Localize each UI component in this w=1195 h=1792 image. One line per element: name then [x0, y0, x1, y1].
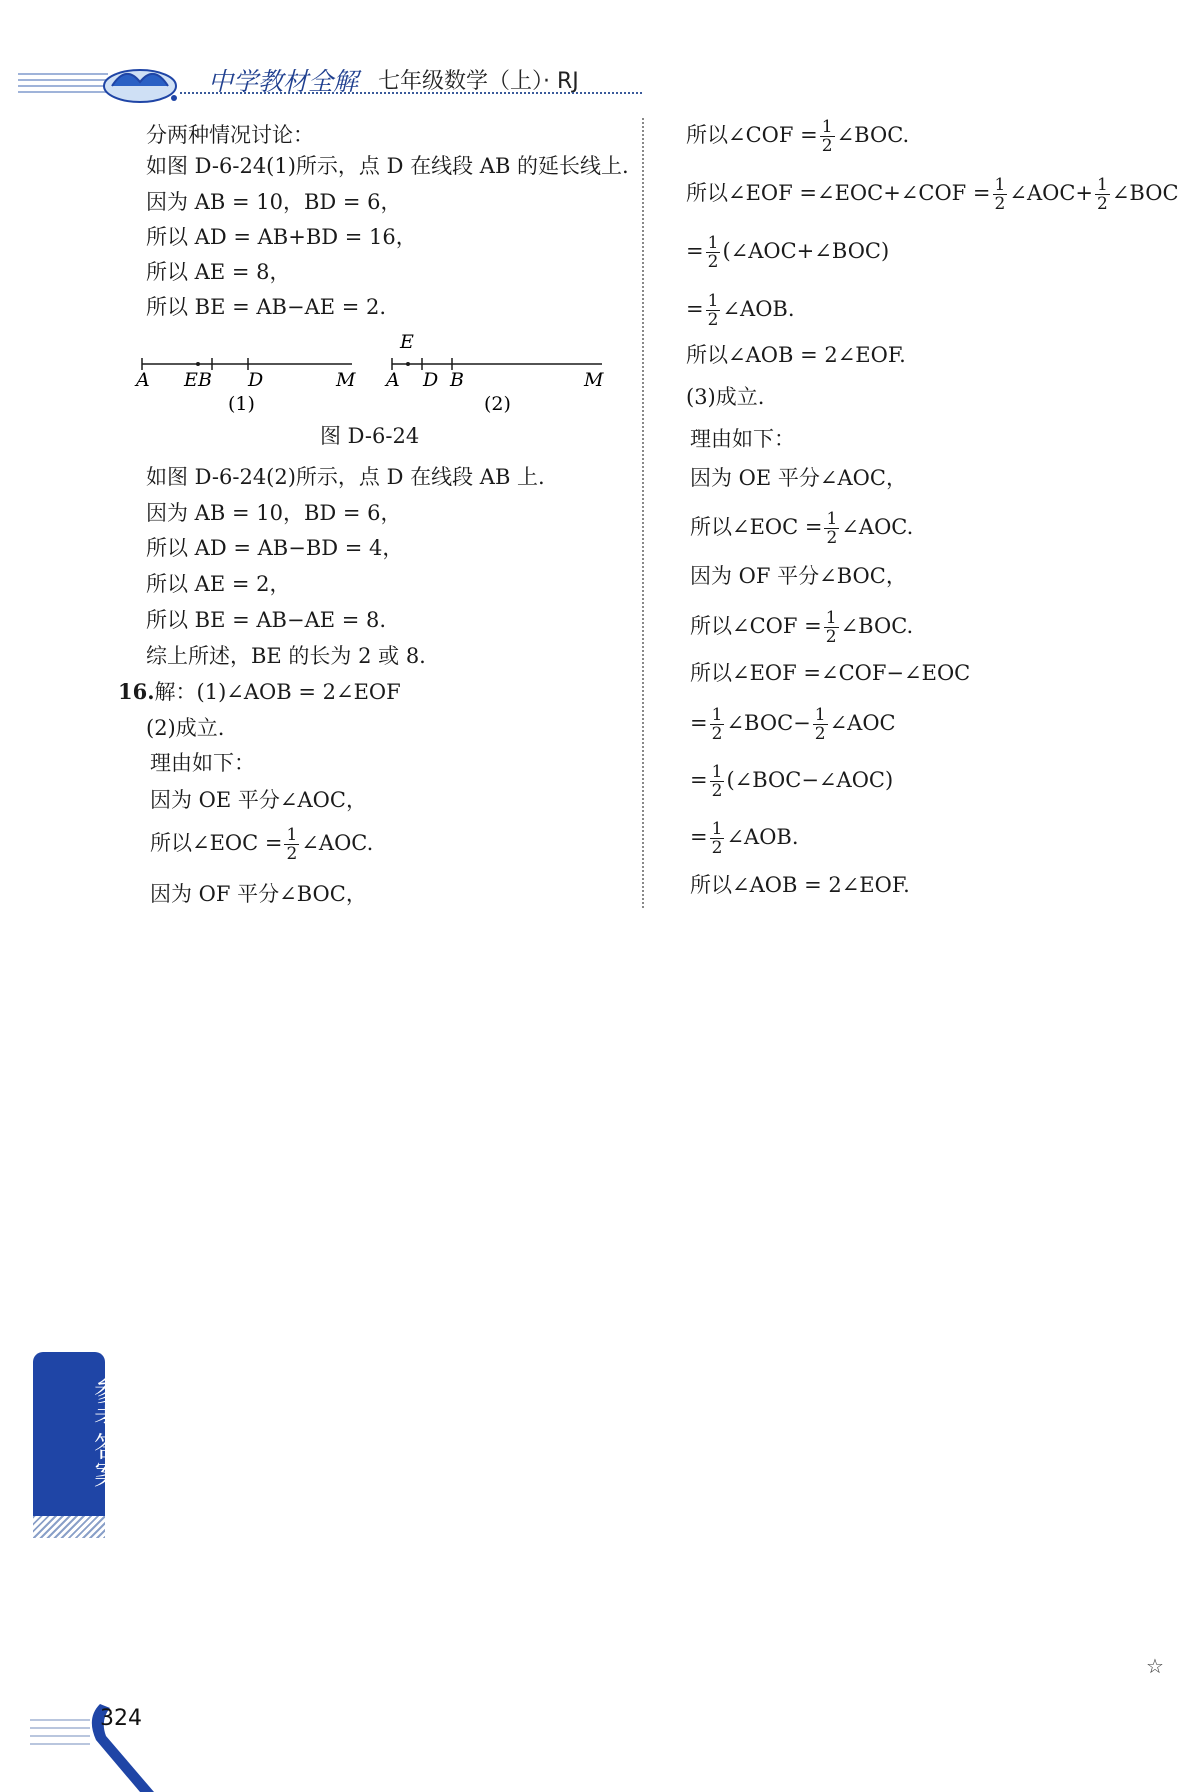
text-line: (2)成立. [146, 716, 225, 740]
question-answer: 解：(1)∠AOB = 2∠EOF [154, 680, 401, 704]
fraction-half [1095, 176, 1110, 213]
math-text: ∠BOC− [726, 711, 811, 735]
fraction-half [706, 234, 721, 271]
fraction-denominator: 2 [707, 252, 719, 272]
fraction-numerator: 1 [711, 762, 723, 782]
text-line: 所以 BE = AB−AE = 2. [146, 295, 387, 319]
page-header [0, 48, 640, 108]
text-line: 因为 AB = 10，BD = 6， [146, 190, 402, 214]
math-text: 所以∠COF = [686, 123, 818, 147]
fraction-half [710, 820, 725, 857]
math-line [690, 510, 913, 547]
label-a-2: A [386, 369, 400, 391]
fraction-denominator: 2 [826, 528, 838, 548]
fraction-numerator: 1 [286, 825, 298, 845]
math-line [690, 706, 896, 743]
text-line: 如图 D-6-24(1)所示，点 D 在线段 AB 的延长线上. [146, 154, 629, 178]
fraction-numerator: 1 [711, 819, 723, 839]
math-line [686, 176, 1179, 213]
side-tab-label: 参考答案 [90, 1376, 123, 1488]
math-text: 所以∠COF = [690, 614, 822, 638]
point-e-dot-2 [406, 362, 410, 366]
math-line [686, 292, 795, 329]
math-text: ∠BOC. [840, 614, 914, 638]
fraction-denominator: 2 [286, 844, 298, 864]
fraction-half [824, 510, 839, 547]
text-line: 因为 AB = 10，BD = 6， [146, 501, 402, 525]
label-b-2: B [450, 369, 464, 391]
fraction-half [813, 706, 828, 743]
math-line [686, 118, 909, 155]
math-text: (∠BOC−∠AOC) [726, 768, 894, 792]
text-line: (3)成立. [686, 385, 765, 409]
header-rule [180, 92, 642, 94]
math-text: 所以∠EOF =∠EOC+∠COF = [686, 181, 991, 205]
math-text: ∠AOB. [722, 297, 795, 321]
sub-caption-1: (1) [228, 393, 255, 414]
fraction-denominator: 2 [711, 838, 723, 858]
text-line: 分两种情况讨论： [146, 123, 314, 147]
point-e-dot-1 [196, 362, 200, 366]
figure-d-6-24 [128, 334, 608, 414]
label-e-2: E [400, 334, 414, 353]
fraction-numerator: 1 [814, 705, 826, 725]
fraction-numerator: 1 [707, 291, 719, 311]
math-line [686, 234, 889, 271]
side-tab-hatch [33, 1516, 105, 1538]
math-line [690, 820, 799, 857]
fraction-half [284, 826, 299, 863]
text-line: 理由如下： [690, 427, 795, 451]
book-title: 中学教材全解 [208, 67, 359, 96]
text-line: 因为 OF 平分∠BOC， [150, 882, 367, 906]
fraction-denominator: 2 [821, 136, 833, 156]
math-text: (∠AOC+∠BOC) [722, 239, 890, 263]
text-line: 理由如下： [150, 751, 255, 775]
fraction-half [710, 706, 725, 743]
math-text: ∠AOC [829, 711, 896, 735]
star-icon: ☆ [1146, 1654, 1164, 1678]
math-text: = [690, 711, 708, 735]
text-line: 所以∠AOB = 2∠EOF. [690, 873, 910, 897]
side-tab [33, 1352, 123, 1532]
math-text: ∠BOC [1111, 181, 1179, 205]
math-text: = [690, 825, 708, 849]
fraction-numerator: 1 [1097, 175, 1108, 195]
text-line: 所以 AD = AB−BD = 4， [146, 536, 404, 560]
math-text: = [690, 768, 708, 792]
label-b-1: B [198, 369, 212, 391]
text-line: 综上所述，BE 的长为 2 或 8. [146, 644, 426, 668]
label-d-1: D [248, 369, 264, 391]
fraction-denominator: 2 [994, 194, 1006, 214]
book-logo-icon [100, 56, 180, 106]
header-stripes-decoration [18, 70, 108, 98]
text-line: 因为 OE 平分∠AOC， [690, 466, 907, 490]
math-text: ∠AOC+ [1009, 181, 1093, 205]
fraction-numerator: 1 [707, 233, 719, 253]
label-a-1: A [136, 369, 150, 391]
math-text: ∠AOB. [726, 825, 799, 849]
text-line: 所以 AD = AB+BD = 16， [146, 225, 417, 249]
math-line [150, 826, 373, 863]
question-16 [118, 677, 401, 707]
math-text: ∠AOC. [841, 515, 914, 539]
fraction-numerator: 1 [825, 608, 837, 628]
fraction-half [993, 176, 1008, 213]
text-line: 所以 BE = AB−AE = 8. [146, 608, 387, 632]
sub-caption-2: (2) [484, 393, 511, 414]
text-line: 因为 OE 平分∠AOC， [150, 788, 367, 812]
fraction-denominator: 2 [711, 781, 723, 801]
fraction-denominator: 2 [825, 627, 837, 647]
figure-caption: 图 D-6-24 [320, 424, 420, 448]
fraction-half [706, 292, 721, 329]
math-text: 所以∠EOC = [690, 515, 823, 539]
text-line: 所以∠AOB = 2∠EOF. [686, 343, 906, 367]
book-subtitle: 七年级数学（上）· RJ [378, 69, 579, 94]
text-line: 如图 D-6-24(2)所示，点 D 在线段 AB 上. [146, 465, 545, 489]
label-d-2: D [423, 369, 439, 391]
math-text: ∠AOC. [301, 831, 374, 855]
label-e-1: E [184, 369, 198, 391]
math-text: = [686, 297, 704, 321]
math-text: = [686, 239, 704, 263]
fraction-denominator: 2 [711, 724, 723, 744]
text-line: 因为 OF 平分∠BOC， [690, 564, 907, 588]
question-number: 16. [118, 679, 155, 704]
label-m-2: M [584, 369, 604, 391]
page-number: 324 [100, 1706, 142, 1731]
fraction-half [710, 763, 725, 800]
text-line: 所以∠EOF =∠COF−∠EOC [690, 661, 971, 685]
fraction-half [820, 118, 835, 155]
fraction-numerator: 1 [821, 117, 833, 137]
fraction-denominator: 2 [1097, 194, 1108, 214]
column-divider [642, 118, 644, 908]
fraction-numerator: 1 [826, 509, 838, 529]
math-line [690, 763, 893, 800]
text-line: 所以 AE = 8， [146, 260, 291, 284]
fraction-numerator: 1 [994, 175, 1006, 195]
fraction-denominator: 2 [814, 724, 826, 744]
math-line [690, 609, 913, 646]
fraction-half [824, 609, 839, 646]
fraction-numerator: 1 [711, 705, 723, 725]
text-line: 所以 AE = 2， [146, 572, 291, 596]
fraction-denominator: 2 [707, 310, 719, 330]
math-text: ∠BOC. [836, 123, 910, 147]
label-m-1: M [336, 369, 356, 391]
math-text: 所以∠EOC = [150, 831, 283, 855]
